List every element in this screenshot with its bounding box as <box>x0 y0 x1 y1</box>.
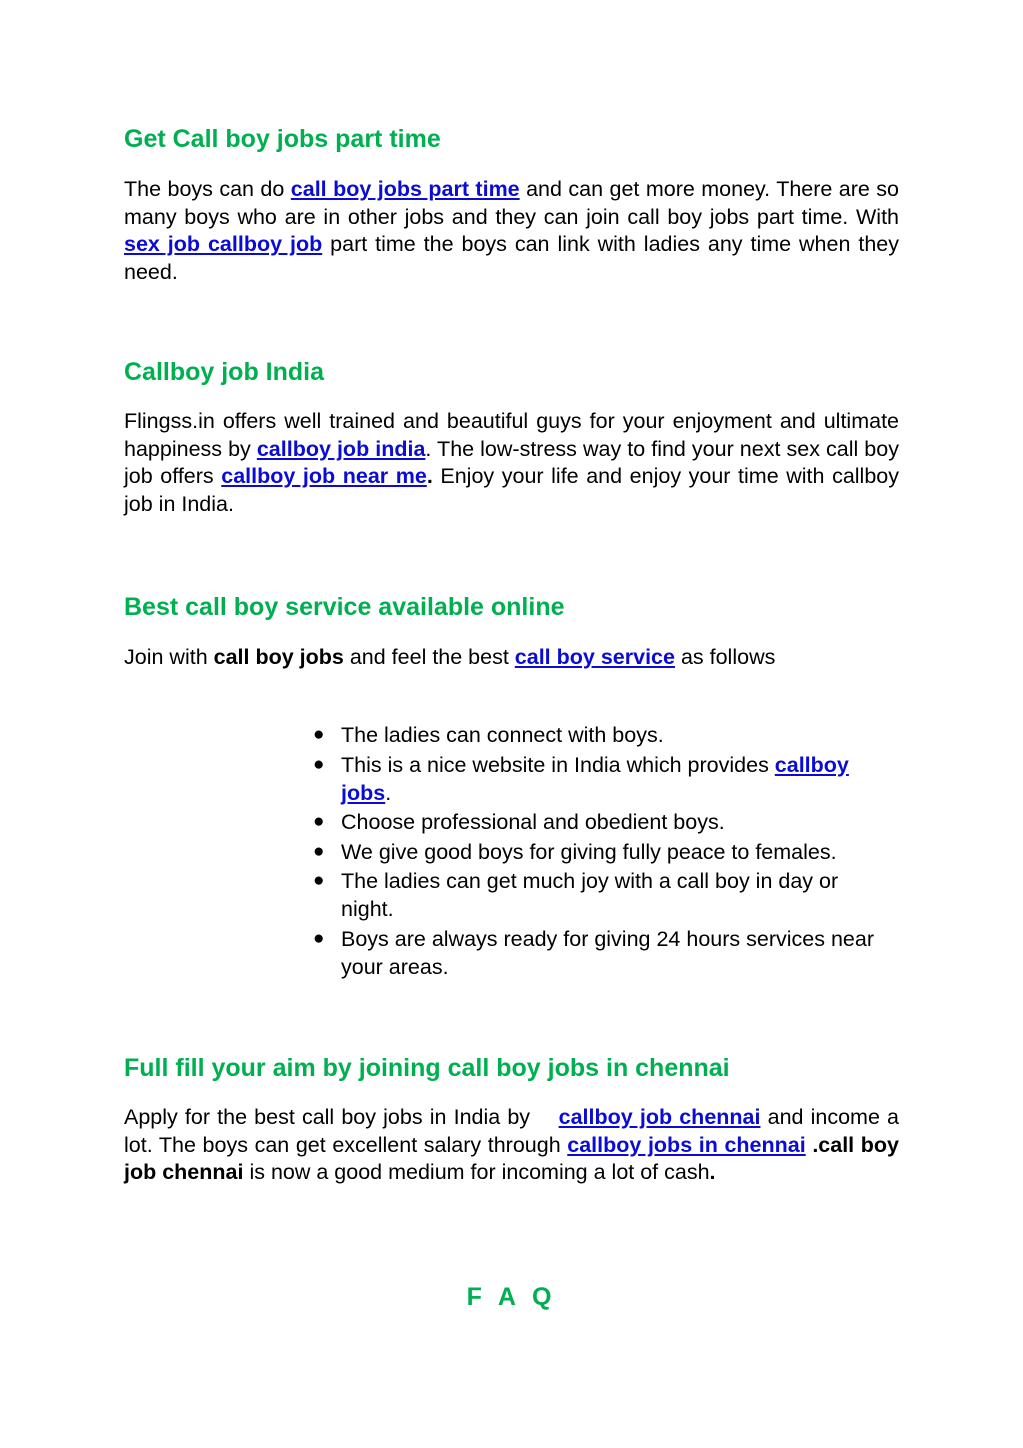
list-item-text: Choose professional and obedient boys. <box>341 810 725 834</box>
paragraph-text: Join with <box>124 645 214 669</box>
bullet-icon: ● <box>313 811 325 832</box>
link-callboy-job-india[interactable]: callboy job india <box>256 436 426 461</box>
bold-text: . <box>426 464 433 488</box>
paragraph-text: as follows <box>674 645 776 669</box>
paragraph-text: and income a lot. The boys can get excellent salary through <box>124 1105 900 1157</box>
link-sex-job-callboy-job[interactable]: sex job callboy job <box>124 232 323 256</box>
list-item <box>310 721 885 749</box>
section-heading-best-call-boy-service: Best call boy service available online <box>124 593 565 621</box>
paragraph-text: . The low-stress way to find your next sex call boy job offers <box>124 436 899 488</box>
bullet-icon: ● <box>313 927 325 949</box>
list-item <box>310 751 885 807</box>
link-callboy-job-chennai[interactable]: callboy job chennai <box>558 1105 761 1129</box>
list-item-text: Boys are always ready for giving 24 hours services near your areas. <box>341 926 874 979</box>
link-callboy-jobs-in-chennai[interactable]: callboy jobs in chennai <box>567 1132 806 1157</box>
section-paragraph-chennai <box>124 1104 899 1187</box>
paragraph-text: part time the boys can link with ladies any time when they need. <box>124 232 899 284</box>
paragraph-text: The boys can do <box>124 177 291 201</box>
feature-bullet-list <box>310 721 885 982</box>
section-heading-callboy-job-india: Callboy job India <box>124 358 325 386</box>
bold-text: call boy jobs <box>213 645 344 669</box>
link-call-boy-jobs-part-time[interactable]: call boy jobs part time <box>290 177 520 201</box>
section-paragraph-part-time <box>124 176 899 286</box>
paragraph-text: Apply for the best call boy jobs in India by <box>124 1105 538 1129</box>
paragraph-text: Enjoy your life and enjoy your time with callboy job in India. <box>124 464 899 516</box>
bold-text: .call boy job chennai <box>124 1132 899 1184</box>
list-item-text: This is a nice website in India which provides <box>341 752 775 777</box>
list-item <box>310 838 885 866</box>
link-callboy-job-near-me[interactable]: callboy job near me <box>221 464 427 488</box>
list-item <box>310 867 885 923</box>
link-callboy-jobs[interactable]: callboy jobs <box>341 752 849 805</box>
section-paragraph-best-call-boy-service <box>124 644 899 672</box>
bullet-icon: ● <box>313 840 325 862</box>
faq-heading: F A Q <box>466 1283 557 1311</box>
paragraph-text: and feel the best <box>343 645 515 669</box>
bullet-icon: ● <box>313 724 325 745</box>
bold-text: . <box>709 1160 716 1184</box>
list-item-text: . <box>385 780 392 805</box>
list-item-text: We give good boys for giving fully peace to females. <box>341 839 837 864</box>
list-item <box>310 808 885 836</box>
list-item-text: The ladies can get much joy with a call boy in day or night. <box>341 869 839 921</box>
list-item <box>310 925 885 981</box>
section-heading-chennai: Full fill your aim by joining call boy jobs in chennai <box>124 1054 730 1082</box>
paragraph-text: and can get more money. There are so many boys who are in other jobs and they can join call boy jobs part time. With <box>124 177 900 229</box>
section-paragraph-callboy-job-india <box>124 408 899 518</box>
bullet-icon: ● <box>313 870 325 891</box>
list-item-text: The ladies can connect with boys. <box>341 723 664 747</box>
section-heading-part-time: Get Call boy jobs part time <box>124 125 441 153</box>
bullet-icon: ● <box>313 753 325 775</box>
paragraph-text: Flingss.in offers well trained and beautiful guys for your enjoyment and ultimate happiness by <box>124 409 899 461</box>
paragraph-text: is now a good medium for incoming a lot of cash <box>243 1160 710 1184</box>
link-call-boy-service[interactable]: call boy service <box>514 645 675 669</box>
